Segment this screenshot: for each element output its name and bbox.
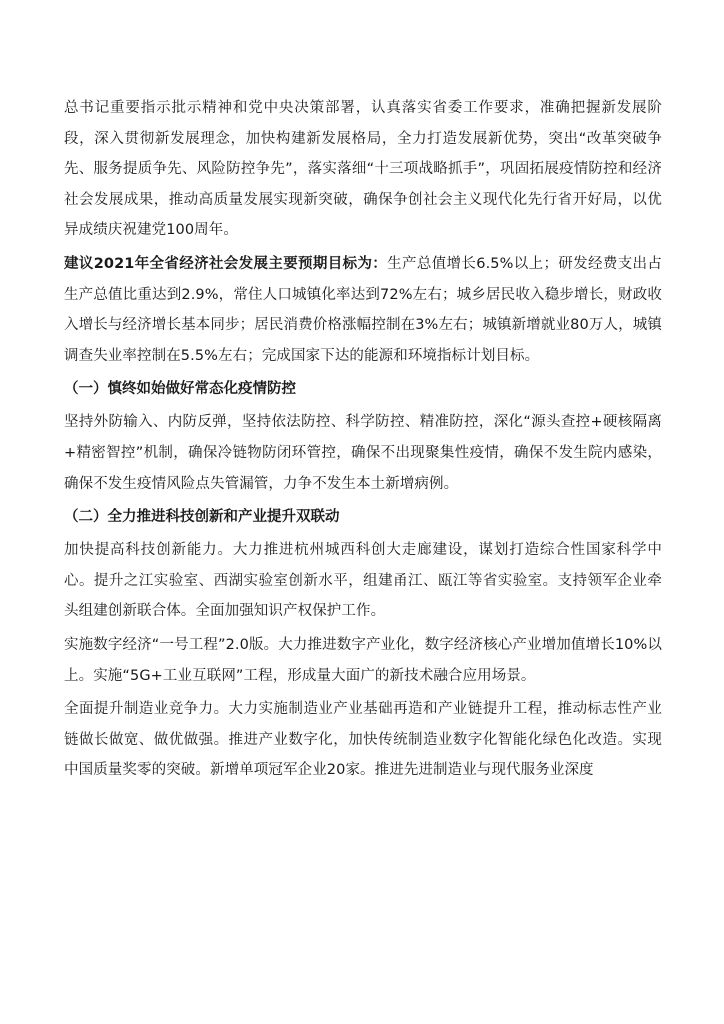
paragraph-tech-innovation: 加快提高科技创新能力。大力推进杭州城西科创大走廊建设，谋划打造综合性国家科学中心。提升之江实验室、西湖实验室创新水平，组建甬江、瓯江等省实验室。支持领军企业牵头组建创新联合体。全面加强知识产权保护工作。 <box>64 542 662 620</box>
section-heading-innovation: （二）全力推进科技创新和产业提升双联动 <box>64 509 340 526</box>
paragraph-manufacturing: 全面提升制造业竞争力。大力实施制造业产业基础再造和产业链提升工程，推动标志性产业链做长做宽、做优做强。推进产业数字化，加快传统制造业数字化智能化绿色化改造。实现中国质量奖零的突破。新增单项冠军企业20家。推进先进制造业与现代服务业深度 <box>64 701 662 779</box>
paragraph-epidemic-control: 坚持外防输入、内防反弹，坚持依法防控、科学防控、精准防控，深化“源头查控+硬核隔离+精密智控”机制，确保冷链物防闭环管控，确保不出现聚集性疫情，确保不发生院内感染，确保不发生疫情风险点失管漏管，力争不发生本土新增病例。 <box>64 414 662 492</box>
section-heading-epidemic: （一）慎终如始做好常态化疫情防控 <box>64 381 296 398</box>
targets-text: 生产总值增长6.5%以上；研发经费支出占生产总值比重达到2.9%，常住人口城镇化率达到72%左右；城乡居民收入稳步增长，财政收入增长与经济增长基本同步；居民消费价格涨幅控制在3%左右；城镇新增就业80万人，城镇调查失业率控制在5.5%左右；完成国家下达的能源和环境指标计划目标。 <box>64 255 662 364</box>
paragraph-targets <box>64 249 662 371</box>
paragraph-intro-continuation: 总书记重要指示批示精神和党中央决策部署，认真落实省委工作要求，准确把握新发展阶段，深入贯彻新发展理念，加快构建新发展格局，全力打造发展新优势，突出“改革突破争先、服务提质争先、风险防控争先”，落实落细“十三项战略抓手”，巩固拓展疫情防控和经济社会发展成果，推动高质量发展实现新突破，确保争创社会主义现代化先行省开好局，以优异成绩庆祝建党100周年。 <box>64 100 662 239</box>
paragraph-digital-economy: 实施数字经济“一号工程”2.0版。大力推进数字产业化，数字经济核心产业增加值增长10%以上。实施“5G+工业互联网”工程，形成量大面广的新技术融合应用场景。 <box>64 636 662 684</box>
document-body <box>64 93 662 789</box>
targets-lead-in: 建议2021年全省经济社会发展主要预期目标为： <box>64 255 388 272</box>
